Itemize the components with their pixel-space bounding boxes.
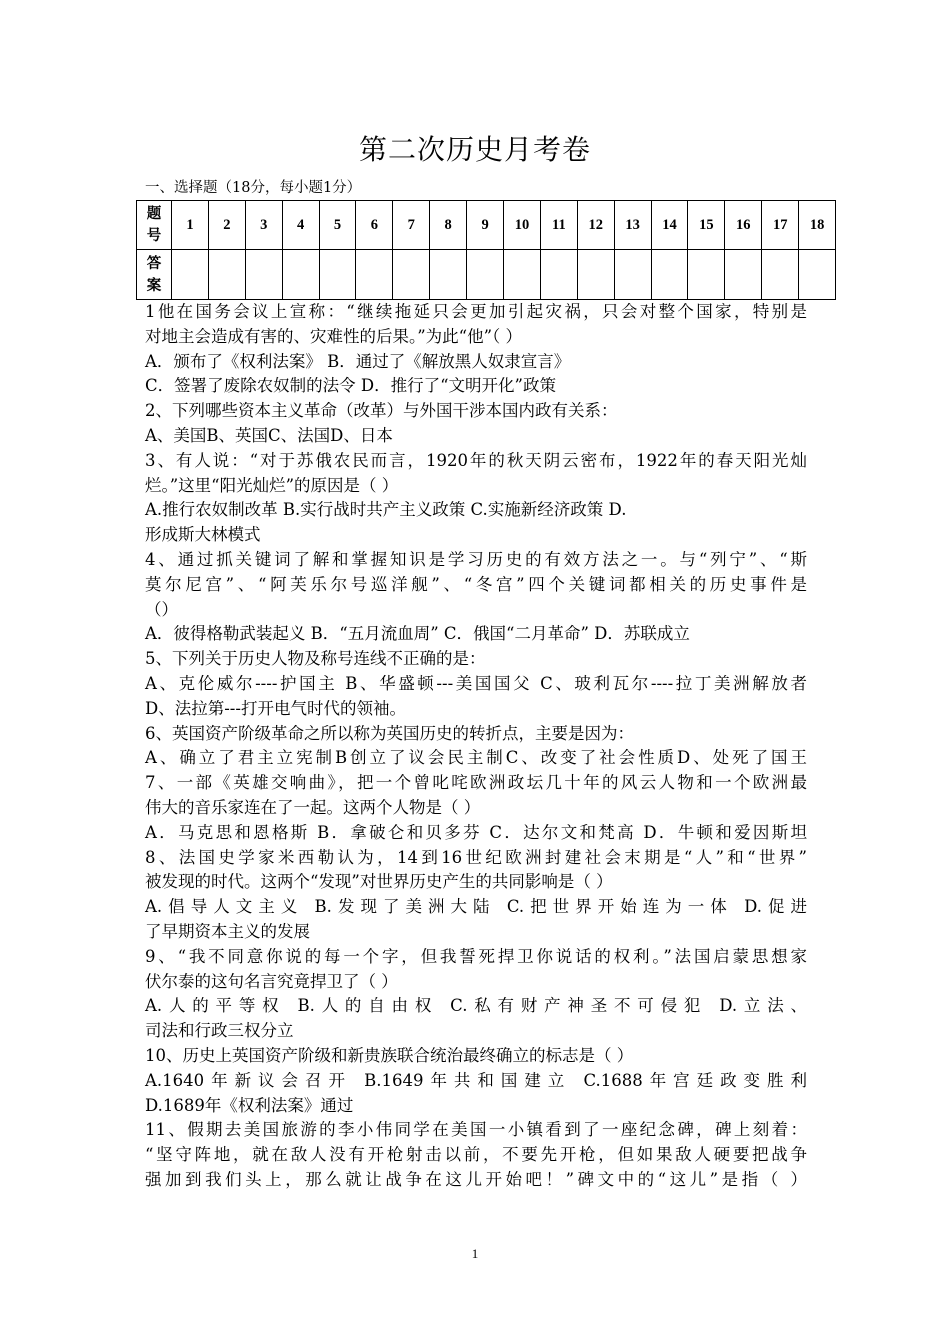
text-line: 11、假期去美国旅游的李小伟同学在美国一小镇看到了一座纪念碑，碑上刻着： [145,1120,807,1140]
text-line: A、克伦威尔----护国主 B、华盛顿---美国国父 C、玻利瓦尔----拉丁美洲解放者 [145,673,807,693]
answer-cell[interactable] [725,250,762,300]
question-number-cell: 10 [504,201,541,250]
header-label: 答案 [146,255,162,294]
text-line: 2、下列哪些资本主义革命（改革）与外国干涉本国内政有关系： [145,401,618,421]
answer-cell[interactable] [172,250,209,300]
answer-cell[interactable] [688,250,725,300]
question-number-cell: 16 [725,201,762,250]
text-line: A．彼得格勒武装起义 B．“五月流血周” C．俄国“二月革命” D．苏联成立 [145,624,690,644]
answer-cell[interactable] [356,250,393,300]
header-label: 题号 [146,206,162,244]
answer-cell[interactable] [614,250,651,300]
answer-cell[interactable] [504,250,541,300]
text-line: 形成斯大林模式 [145,525,261,545]
answer-cell[interactable] [762,250,799,300]
question-number-cell: 13 [614,201,651,250]
text-line: 1他在国务会议上宣称：“继续拖延只会更加引起灾祸，只会对整个国家，特别是 [145,302,807,321]
text-line: C．签署了废除农奴制的法令 D．推行了“文明开化”政策 [145,376,556,396]
question-number-cell: 11 [540,201,577,250]
answer-cell[interactable] [467,250,504,300]
text-line: （） [145,599,178,619]
text-line: 对地主会造成有害的、灾难性的后果。”为此“他”（ ） [145,326,523,346]
question-number-cell: 5 [319,201,356,250]
question-number-cell: 17 [762,201,799,250]
text-line: “坚守阵地，就在敌人没有开枪射击以前，不要先开枪，但如果敌人硬要把战争 [145,1145,807,1165]
question-number-cell: 2 [208,201,245,250]
question-number-cell: 1 [172,201,209,250]
question-number-cell: 3 [245,201,282,250]
text-line: 司法和行政三权分立 [145,1021,294,1041]
text-line: 烂。”这里“阳光灿烂”的原因是（ ） [145,475,399,495]
text-line: D.1689年《权利法案》通过 [145,1095,354,1115]
answer-cell[interactable] [651,250,688,300]
question-number-cell: 7 [393,201,430,250]
text-line: 强加到我们头上，那么就让战争在这儿开始吧！”碑文中的“这儿”是指（ ） [145,1169,807,1189]
text-line: A.人的平等权 B.人的自由权 C.私有财产神圣不可侵犯 D.立法、 [145,996,807,1016]
question-number-cell: 6 [356,201,393,250]
page-number: 1 [471,1246,479,1261]
answer-cell[interactable] [245,250,282,300]
text-line: 8、法国史学家米西勒认为，14到16世纪欧洲封建社会末期是“人”和“世界” [145,847,807,867]
question-number-cell: 4 [282,201,319,250]
text-line: 4、通过抓关键词了解和掌握知识是学习历史的有效方法之一。与“列宁”、“斯 [145,549,807,569]
page-title: 第二次历史月考卷 [358,133,591,166]
answer-cell[interactable] [208,250,245,300]
question-number-cell: 15 [688,201,725,250]
question-number-cell: 9 [467,201,504,250]
question-number-header [137,201,172,250]
text-line: 3、有人说：“对于苏俄农民而言，1920年的秋天阴云密布，1922年的春天阳光灿 [145,450,807,470]
text-line: 5、下列关于历史人物及称号连线不正确的是： [145,649,486,669]
answer-cell[interactable] [799,250,836,300]
text-line: 伏尔泰的这句名言究竟捍卫了（ ） [145,971,398,991]
question-number-row [137,201,836,250]
answer-row [137,250,836,300]
answer-cell[interactable] [319,250,356,300]
text-line: A、确立了君主立宪制B创立了议会民主制C、改变了社会性质D、处死了国王 [145,748,807,768]
answer-table [136,200,836,300]
answer-cell[interactable] [540,250,577,300]
text-line: A．颁布了《权利法案》 B．通过了《解放黑人奴隶宣言》 [145,351,571,371]
question-number-cell: 12 [577,201,614,250]
text-line: 10、历史上英国资产阶级和新贵族联合统治最终确立的标志是（ ） [145,1045,634,1065]
question-number-cell: 14 [651,201,688,250]
text-line: A.推行农奴制改革 B.实行战时共产主义政策 C.实施新经济政策 D. [145,500,627,520]
section-heading: 一、选择题（18分，每小题1分） [145,180,362,196]
answer-cell[interactable] [430,250,467,300]
text-line: 伟大的音乐家连在了一起。这两个人物是（ ） [145,797,481,817]
text-line: A.1640年新议会召开 B.1649年共和国建立 C.1688年宫廷政变胜利 [145,1070,807,1090]
question-number-cell: 8 [430,201,467,250]
answer-header [137,250,172,300]
text-line: 6、英国资产阶级革命之所以称为英国历史的转折点，主要是因为： [145,723,634,743]
text-line: 了早期资本主义的发展 [145,921,310,941]
question-body [145,300,807,1193]
answer-cell[interactable] [577,250,614,300]
text-line: A.倡导人文主义 B.发现了美洲大陆 C.把世界开始连为一体 D.促进 [145,897,807,917]
text-line: 被发现的时代。这两个“发现”对世界历史产生的共同影响是（ ） [145,872,613,892]
text-line: 莫尔尼宫”、“阿芙乐尔号巡洋舰”、“冬宫”四个关键词都相关的历史事件是 [145,574,807,594]
text-line: 7、一部《英雄交响曲》，把一个曾叱咤欧洲政坛几十年的风云人物和一个欧洲最 [145,773,807,793]
text-line: 9、“我不同意你说的每一个字，但我誓死捍卫你说话的权利。”法国启蒙思想家 [145,946,807,966]
answer-cell[interactable] [393,250,430,300]
question-number-cell: 18 [799,201,836,250]
text-line: D、法拉第---打开电气时代的领袖。 [145,698,406,718]
text-line: A、美国B、英国C、法国D、日本 [145,425,393,445]
text-line: A．马克思和恩格斯 B．拿破仑和贝多芬 C．达尔文和梵高 D．牛顿和爱因斯坦 [145,822,807,842]
answer-cell[interactable] [282,250,319,300]
